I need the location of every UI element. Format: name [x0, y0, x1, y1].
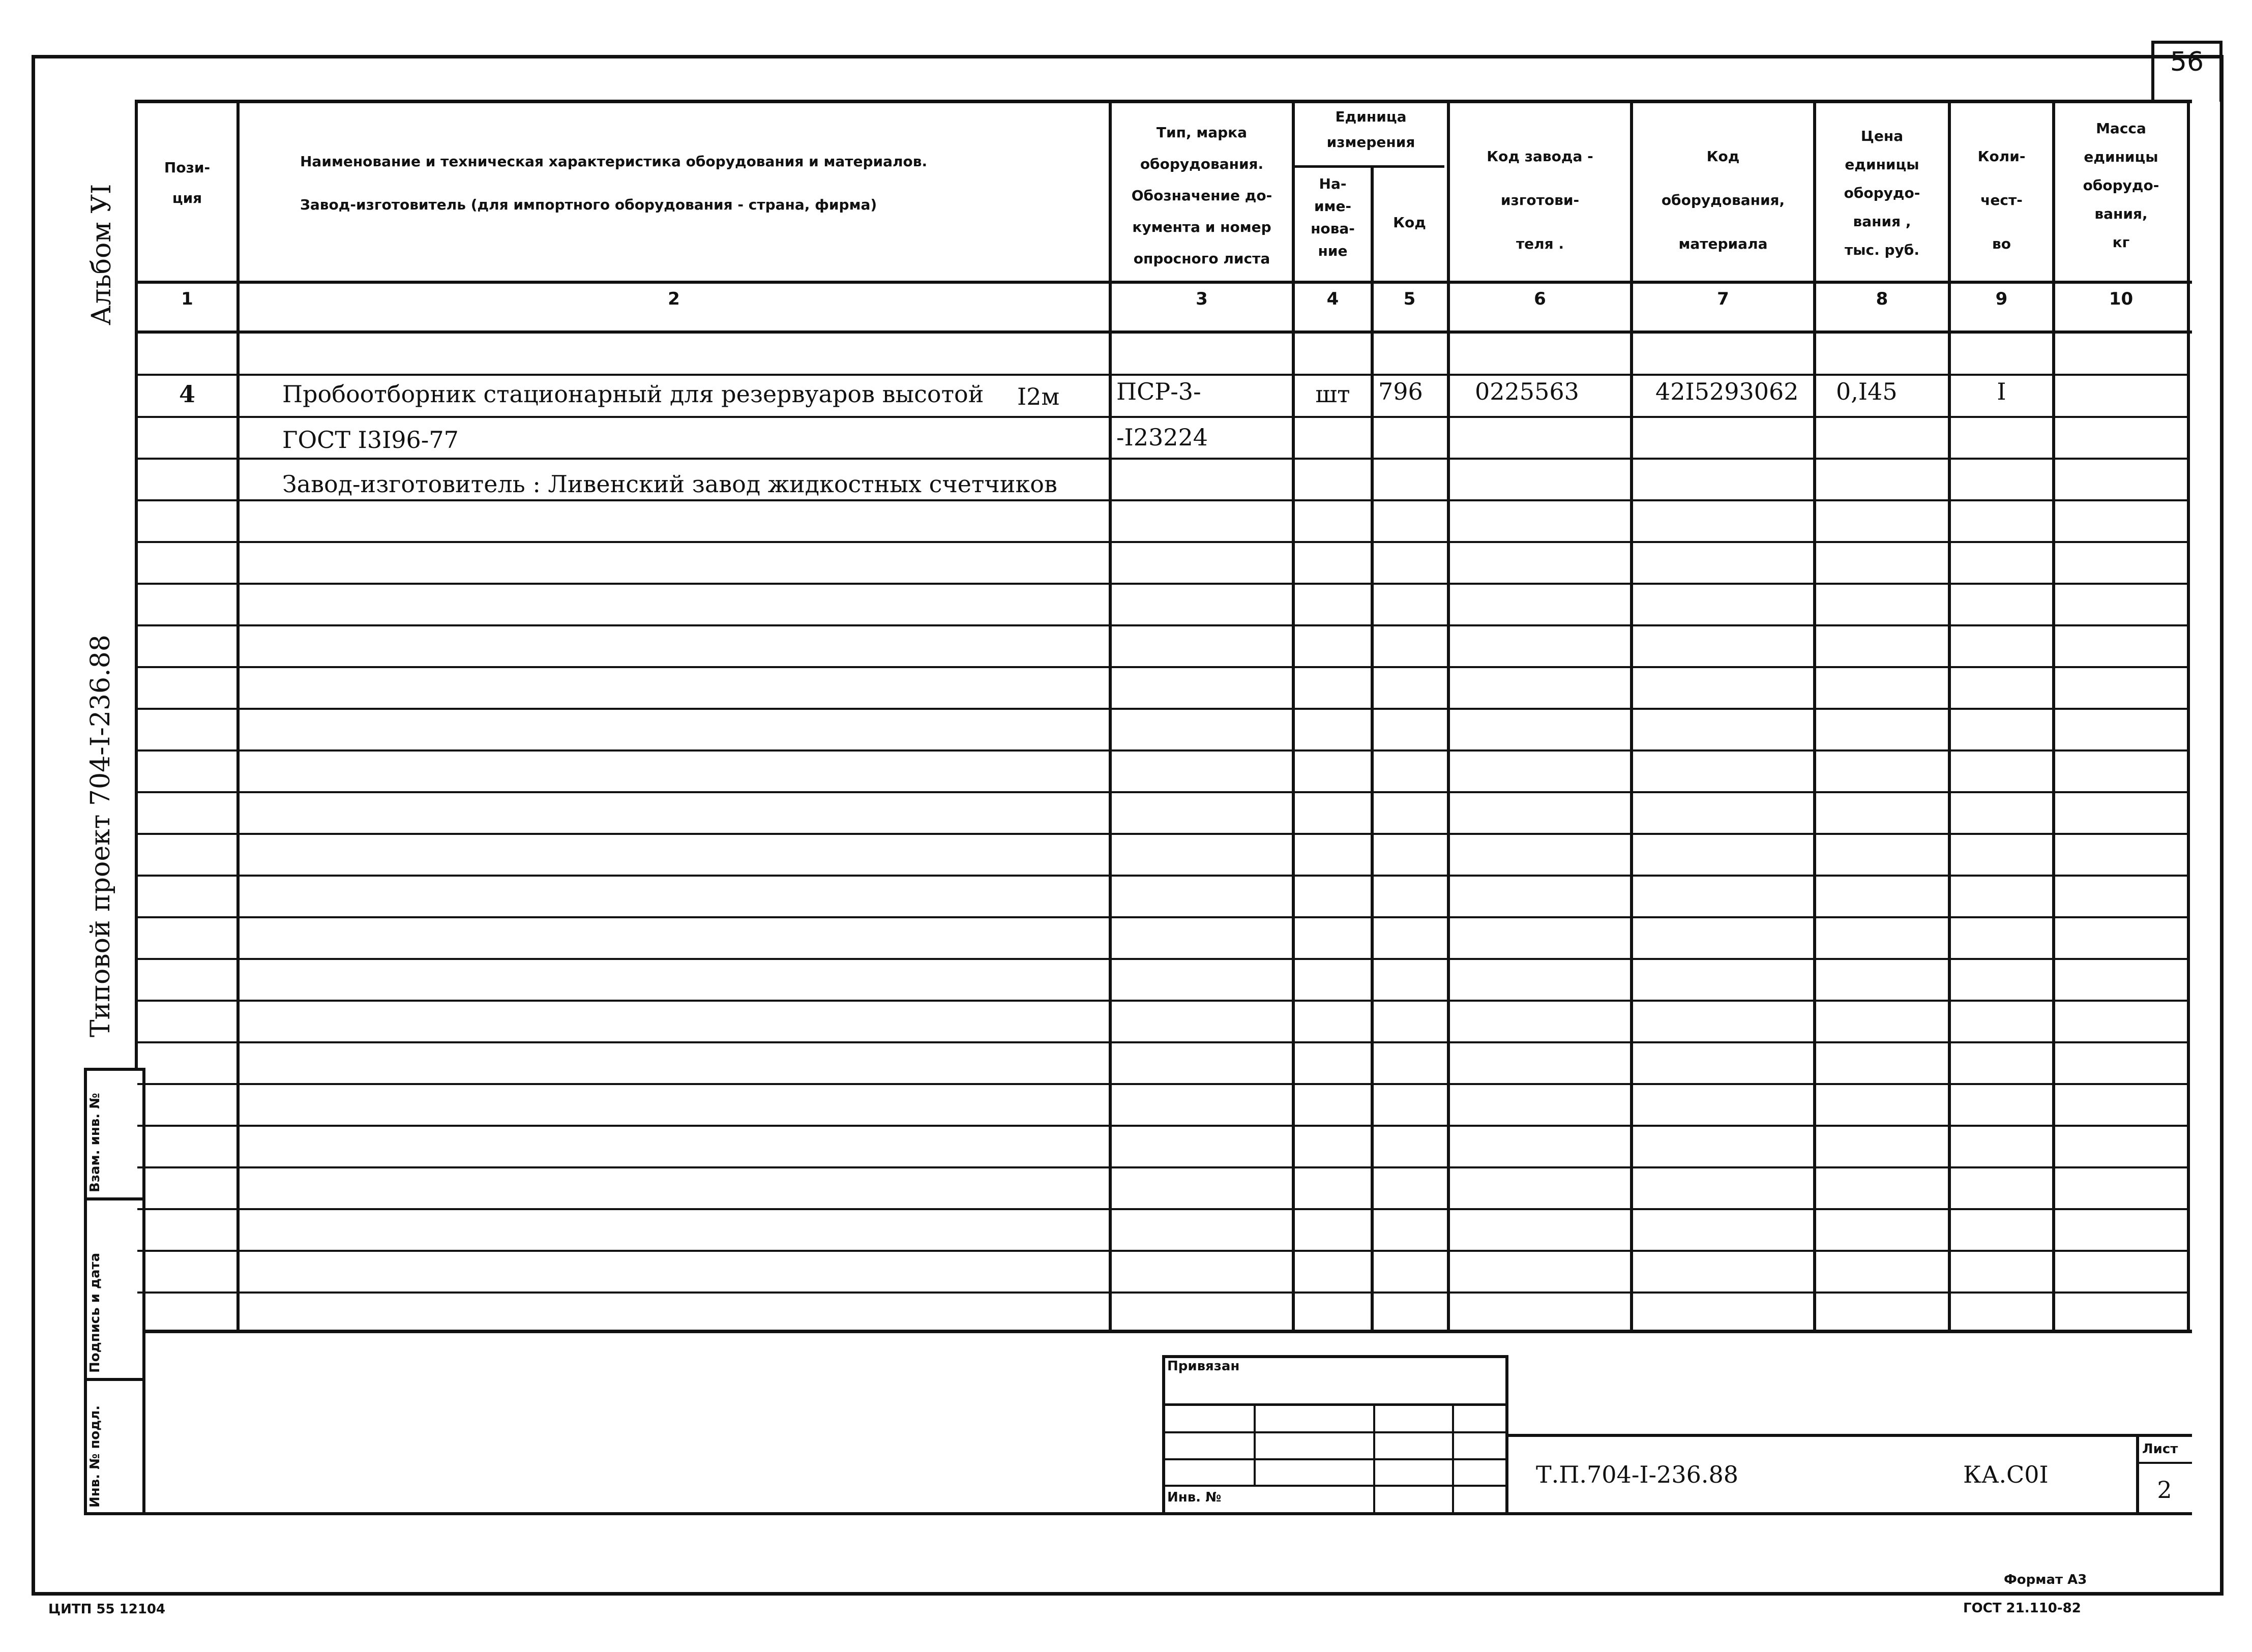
cell-unit-code: 796 [1378, 378, 1423, 405]
header-price: Цена единицы оборудо- вания , тыс. руб. [1844, 128, 1920, 258]
page-number: 56 [2170, 47, 2204, 77]
header-manufacturer: Завод-изготовитель (для импортного оборудования - страна, фирма) [300, 196, 877, 213]
sheet-number: 2 [2157, 1476, 2172, 1504]
cell-type: ПСР-3- [1116, 378, 1201, 405]
column-number: 9 [1995, 289, 2008, 309]
header-unit-group: Единица измерения [1326, 108, 1415, 151]
header-quantity: Коли- чест- во [1977, 148, 2026, 252]
drawing-frame [32, 55, 2224, 1596]
column-number: 10 [2109, 289, 2134, 309]
inv-number-label: Инв. № [1167, 1490, 1222, 1505]
cell-type: -I23224 [1116, 424, 1208, 451]
header-name: Наименование и техническая характеристика оборудования и материалов. [300, 153, 928, 170]
album-label: Альбом УI [86, 184, 117, 325]
column-number: 6 [1534, 289, 1546, 309]
format-label: Формат А3 [2004, 1572, 2087, 1587]
stamp-field-inv-podl: Инв. № подл. [87, 1405, 103, 1508]
stamp-field-signature-date: Подпись и дата [87, 1252, 103, 1373]
stamp-border [84, 1512, 145, 1515]
cell-name-suffix: I2м [1017, 383, 1060, 410]
column-number: 7 [1717, 289, 1729, 309]
header-equipment-code: Код оборудования, материала [1661, 148, 1785, 252]
project-label: Типовой проект 704-I-236.88 [85, 635, 116, 1037]
footer-left-code: ЦИТП 55 12104 [48, 1602, 166, 1617]
header-unit-name: На- име- нова- ние [1311, 175, 1355, 259]
column-number: 5 [1403, 289, 1416, 309]
cell-name: Пробоотборник стационарный для резервуаров высотой [282, 380, 984, 408]
tied-label: Привязан [1167, 1359, 1240, 1374]
header-factory-code: Код завода - изготови- теля . [1487, 148, 1593, 252]
cell-equipment-code: 42I5293062 [1655, 378, 1799, 405]
stamp-border [84, 1068, 87, 1515]
column-number: 8 [1876, 289, 1888, 309]
cell-name: Завод-изготовитель : Ливенский завод жидкостных счетчиков [282, 470, 1057, 498]
document-number: Т.П.704-I-236.88 [1536, 1461, 1739, 1488]
header-unit-code: Код [1393, 214, 1426, 231]
column-number: 3 [1196, 289, 1208, 309]
column-number: 1 [181, 289, 193, 309]
header-position: Пози- ция [164, 159, 211, 206]
stamp-border [84, 1197, 145, 1200]
cell-name: ГОСТ I3I96-77 [282, 426, 459, 454]
cell-unit-name: шт [1315, 380, 1350, 408]
header-type: Тип, марка оборудования. Обозначение до- кумента и номер опросного листа [1131, 124, 1272, 267]
cell-factory-code: 0225563 [1475, 378, 1579, 405]
stamp-border [84, 1068, 145, 1071]
cell-quantity: I [1997, 378, 2006, 405]
cell-position: 4 [179, 380, 195, 408]
document-code: КА.С0I [1963, 1461, 2049, 1488]
stamp-field-vzam-inv: Взам. инв. № [87, 1093, 103, 1192]
column-number: 2 [668, 289, 680, 309]
cell-price: 0,I45 [1836, 378, 1898, 405]
column-number: 4 [1326, 289, 1339, 309]
header-mass: Масса единицы оборудо- вания, кг [2083, 120, 2159, 251]
standard-label: ГОСТ 21.110-82 [1963, 1601, 2081, 1616]
sheet-label: Лист [2142, 1441, 2178, 1457]
stamp-border [84, 1378, 145, 1381]
